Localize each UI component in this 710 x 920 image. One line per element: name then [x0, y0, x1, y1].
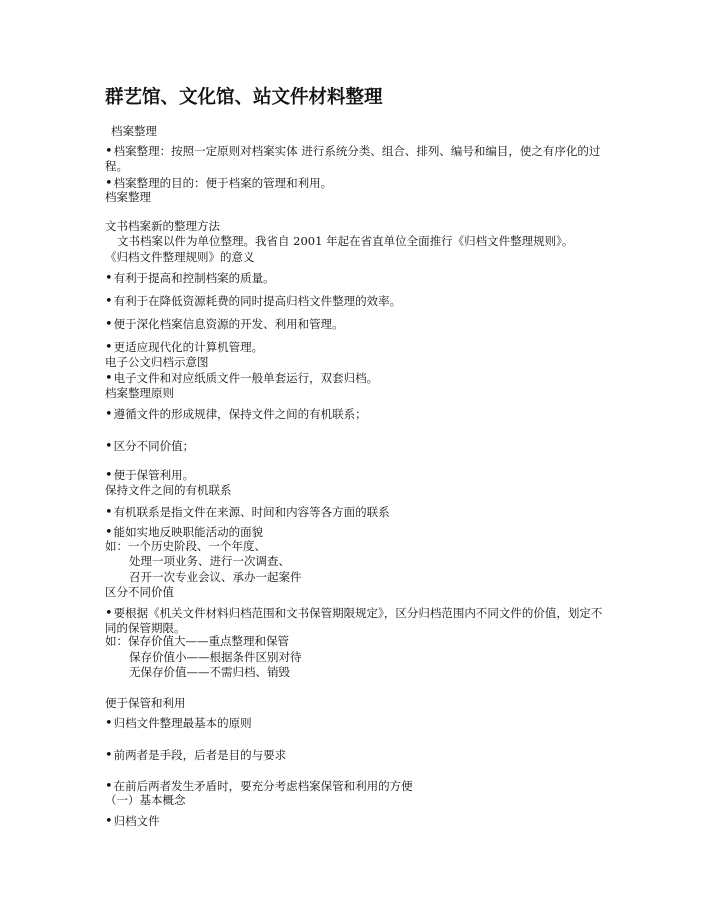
bullet-line: • 能如实地反映职能活动的面貌 — [105, 525, 263, 540]
bullet-line: • 归档文件整理最基本的原则 — [105, 716, 252, 731]
bullet-line: • 前两者是手段，后者是目的与要求 — [105, 748, 286, 763]
text-line: 处理一项业务、进行一次调查、 — [129, 554, 290, 568]
text-line: 档案整理 — [105, 190, 151, 204]
section-heading: 保持文件之间的有机联系 — [105, 483, 232, 497]
section-heading: 电子公文归档示意图 — [105, 355, 209, 369]
section-heading: 文书档案新的整理方法 — [105, 219, 220, 233]
section-heading: 档案整理原则 — [105, 386, 174, 400]
document-title: 群艺馆、文化馆、站文件材料整理 — [105, 87, 383, 108]
text-line: 档案整理 — [111, 124, 157, 138]
bullet-line: • 遵循文件的形成规律，保持文件之间的有机联系； — [105, 407, 367, 422]
bullet-line: • 便于深化档案信息资源的开发、利用和管理。 — [105, 317, 344, 332]
bullet-line: • 在前后两者发生矛盾时，要充分考虑档案保管和利用的方便 — [105, 779, 413, 794]
text-line: 《归档文件整理规则》的意义 — [105, 250, 255, 264]
text-line: 如：保存价值大——重点整理和保管 — [105, 634, 289, 648]
bullet-line: • 便于保管利用。 — [105, 468, 194, 483]
bullet-line: • 档案整理的目的：便于档案的管理和利用。 — [105, 176, 332, 191]
text-line: 召开一次专业会议、承办一起案件 — [129, 570, 302, 584]
bullet-line: • 归档文件 — [105, 814, 160, 829]
section-heading: （一）基本概念 — [105, 793, 186, 807]
text-line: 无保存价值——不需归档、销毁 — [129, 665, 290, 679]
bullet-line: • 有机联系是指文件在来源、时间和内容等各方面的联系 — [105, 505, 390, 520]
bullet-line: • 更适应现代化的计算机管理。 — [105, 340, 263, 355]
text-line: 文书档案以件为单位整理。我省自 2001 年起在省直单位全面推行《归档文件整理规则》。 — [117, 234, 574, 248]
bullet-line: • 区分不同价值； — [105, 439, 194, 454]
text-line: 如：一个历史阶段、一个年度、 — [105, 539, 266, 553]
bullet-paragraph: • 要根据《机关文件材料归档范围和文书保管期限规定》，区分归档范围内不同文件的价值，划定不同的保管期限。 — [105, 606, 613, 636]
bullet-line: • 有利于在降低资源耗费的同时提高归档文件整理的效率。 — [105, 294, 401, 309]
bullet-paragraph: • 档案整理：按照一定原则对档案实体 进行系统分类、组合、排列、编号和编目，使之有序化的过程。 — [105, 144, 613, 174]
bullet-line: • 电子文件和对应纸质文件一般单套运行，双套归档。 — [105, 371, 378, 386]
bullet-line: • 有利于提高和控制档案的质量。 — [105, 271, 275, 286]
text-line: 保存价值小——根据条件区别对待 — [129, 650, 302, 664]
section-heading: 区分不同价值 — [105, 585, 174, 599]
section-heading: 便于保管和利用 — [105, 696, 186, 710]
